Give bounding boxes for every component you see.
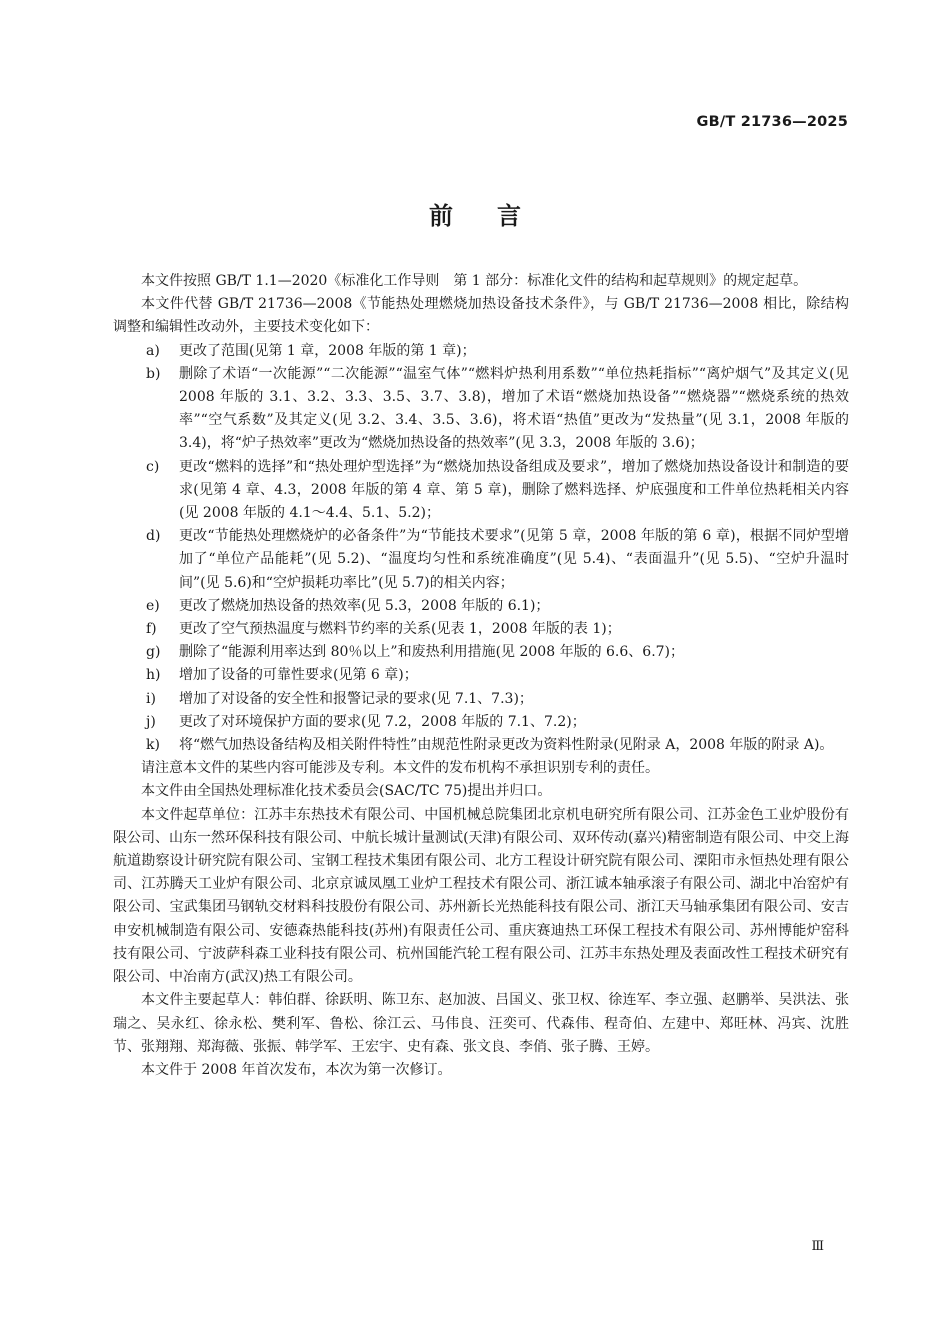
page-number: Ⅲ [811, 1239, 824, 1254]
change-item-d [113, 525, 849, 595]
item-marker: f) [146, 621, 157, 638]
paragraph-drafting-rules: 本文件按照 GB/T 1.1—2020《标准化工作导则 第 1 部分：标准化文件的结构和起草规则》的规定起草。 [141, 273, 808, 289]
item-text: 将“燃气加热设备结构及相关附件特性”由规范性附录更改为资料性附录(见附录 A，2008 年版的附录 A)。 [179, 737, 834, 754]
change-item-j [113, 711, 849, 734]
item-text: 更改了对环境保护方面的要求(见 7.2，2008 年版的 7.1、7.2)； [179, 713, 586, 730]
item-marker: g) [146, 644, 161, 661]
paragraph-replacement: 本文件代替 GB/T 21736—2008《节能热处理燃烧加热设备技术条件》，与 GB/T 21736—2008 相比，除结构调整和编辑性改动外，主要技术变化如下： [113, 296, 849, 336]
change-item-g [113, 641, 849, 664]
change-item-a [113, 340, 849, 363]
item-marker: i) [146, 690, 156, 707]
item-text: 更改“燃料的选择”和“热处理炉型选择”为“燃烧加热设备组成及要求”，增加了燃烧加热设备设计和制造的要求(见第 4 章、4.3，2008 年版的第 4 章、第 5 章)，删除了燃料选择、炉底强度和工件单位热耗相关内容(见 2008 年版的 4.1～4.4、5.1、5.2)； [179, 458, 849, 522]
change-item-f [113, 618, 849, 641]
change-item-e [113, 595, 849, 618]
item-marker: h) [146, 667, 161, 684]
item-marker: e) [146, 597, 160, 614]
item-text: 增加了对设备的安全性和报警记录的要求(见 7.1、7.3)； [179, 690, 533, 707]
paragraph-drafting-units: 本文件起草单位：江苏丰东热技术有限公司、中国机械总院集团北京机电研究所有限公司、江苏金色工业炉股份有限公司、山东一然环保科技有限公司、中航长城计量测试(天津)有限公司、双环传动(嘉兴)精密制造有限公司、中交上海航道勘察设计研究院有限公司、宝钢工程技术集团有限公司、北方工程设计研究院有限公司、溧阳市永恒热处理有限公司、江苏腾天工业炉有限公司、北京京诚凤凰工业炉工程技术有限公司、浙江诚本轴承滚子有限公司、湖北中冶窑炉有限公司、宝武集团马钢轨交材料科技股份有限公司、苏州新长光热能科技有限公司、浙江天马轴承集团有限公司、安吉申安机械制造有限公司、安德森热能科技(苏州)有限责任公司、重庆赛迪热工环保工程技术有限公司、苏州博能炉窑科技有限公司、宁波萨科森工业科技有限公司、杭州国能汽轮工程有限公司、江苏丰东热处理及表面改性工程技术研究有限公司、中冶南方(武汉)热工有限公司。 [113, 806, 849, 986]
foreword-body [113, 270, 849, 1082]
change-item-i [113, 688, 849, 711]
item-text: 更改“节能热处理燃烧炉的必备条件”为“节能技术要求”(见第 5 章，2008 年版的第 6 章)，根据不同炉型增加了“单位产品能耗”(见 5.2)、“温度均匀性和系统准确度”(见 5.4)、“表面温升”(见 5.5)、“空炉升温时间”(见 5.6)和“空炉损耗功率比”(见 5.7)的相关内容； [179, 528, 849, 591]
item-text: 增加了设备的可靠性要求(见第 6 章)； [179, 667, 418, 684]
item-text: 删除了“能源利用率达到 80％以上”和废热利用措施(见 2008 年版的 6.6、6.7)； [179, 644, 685, 661]
paragraph-history: 本文件于 2008 年首次发布，本次为第一次修订。 [141, 1061, 452, 1078]
change-item-c [113, 456, 849, 526]
change-item-h [113, 664, 849, 687]
item-marker: j) [146, 713, 156, 730]
change-item-k [113, 734, 849, 757]
item-marker: c) [146, 458, 160, 475]
item-text: 更改了燃烧加热设备的热效率(见 5.3，2008 年版的 6.1)； [179, 597, 550, 614]
paragraph-patent-notice: 请注意本文件的某些内容可能涉及专利。本文件的发布机构不承担识别专利的责任。 [141, 760, 659, 777]
change-item-b [113, 363, 849, 456]
item-text: 更改了范围(见第 1 章，2008 年版的第 1 章)； [179, 342, 476, 359]
item-marker: a) [146, 342, 160, 359]
standard-code: GB/T 21736—2025 [696, 114, 848, 130]
page-title: 前言 [429, 202, 565, 230]
item-marker: k) [146, 737, 160, 754]
paragraph-proposer: 本文件由全国热处理标准化技术委员会(SAC/TC 75)提出并归口。 [141, 783, 552, 800]
item-text: 删除了术语“一次能源”“二次能源”“温室气体”“燃料炉热利用系数”“单位热耗指标”“离炉烟气”及其定义(见 2008 年版的 3.1、3.2、3.3、3.5、3.7、3.8)，增加了术语“燃烧加热设备”“燃烧器”“燃烧系统的热效率”“空气系数”及其定义(见 3.2、3.4、3.5、3.6)，将术语“热值”更改为“发热量”(见 3.1，2008 年版的 3.4)，将“炉子热效率”更改为“燃烧加热设备的热效率”(见 3.3，2008 年版的 3.6)； [179, 365, 849, 452]
item-text: 更改了空气预热温度与燃料节约率的关系(见表 1，2008 年版的表 1)； [179, 621, 621, 638]
item-marker: b) [146, 365, 161, 382]
item-marker: d) [146, 528, 161, 545]
paragraph-drafters: 本文件主要起草人：韩伯群、徐跃明、陈卫东、赵加波、吕国义、张卫权、徐连军、李立强、赵鹏举、吴洪法、张瑞之、吴永红、徐永松、樊利军、鲁松、徐江云、马伟良、汪奕可、代森伟、程奇伯、左建中、郑旺林、冯宾、沈胜节、张翔翔、郑海薇、张振、韩学军、王宏宇、史有森、张文良、李俏、张子腾、王婷。 [113, 992, 849, 1055]
